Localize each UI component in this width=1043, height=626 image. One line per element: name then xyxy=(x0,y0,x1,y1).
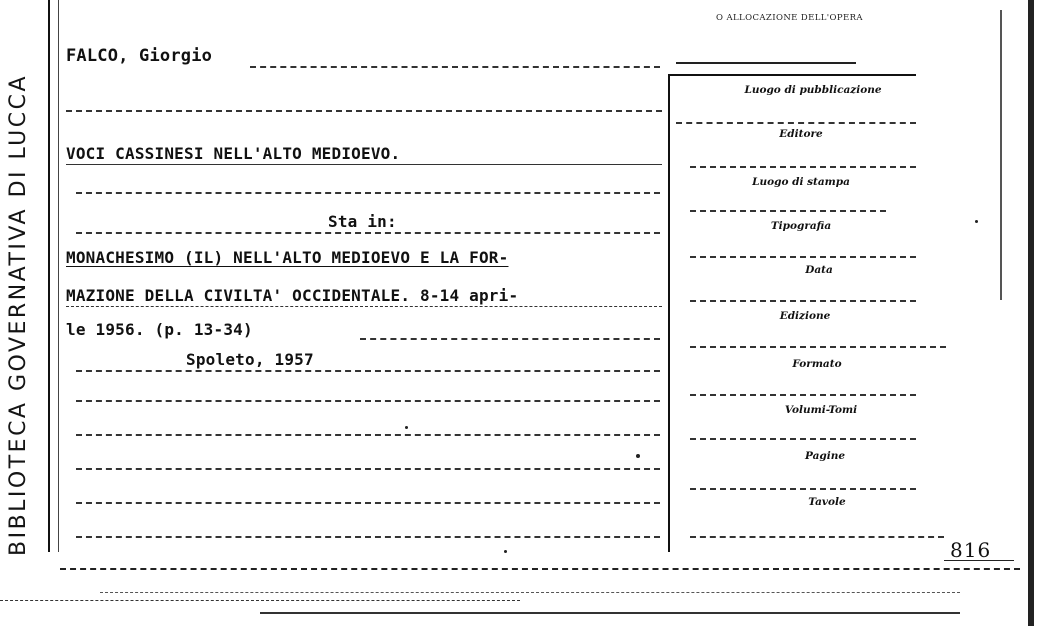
left-margin-line-inner xyxy=(58,0,59,552)
speck xyxy=(504,550,507,553)
field-rule-4 xyxy=(690,256,916,258)
sta-in-label: Sta in: xyxy=(328,212,397,231)
handwritten-shelf-number: 816 xyxy=(950,538,992,562)
right-scan-edge xyxy=(1028,0,1034,626)
allocation-box-left xyxy=(668,74,670,552)
blank-rule-4 xyxy=(76,434,660,436)
host-title-line-3: le 1956. (p. 13-34) xyxy=(66,320,253,339)
author-name: FALCO, Giorgio xyxy=(66,46,213,66)
author-rule xyxy=(250,66,660,68)
library-side-label: BIBLIOTECA GOVERNATIVA DI LUCCA xyxy=(6,73,31,556)
scan-edge-2 xyxy=(260,612,960,614)
field-editore: Editore xyxy=(779,128,823,140)
blank-rule-7 xyxy=(76,536,660,538)
blank-rule-2 xyxy=(76,192,660,194)
scan-edge-3 xyxy=(100,592,960,593)
field-data: Data xyxy=(805,264,833,276)
field-rule-8 xyxy=(690,438,916,440)
field-edizione: Edizione xyxy=(779,310,831,322)
field-rule-5 xyxy=(690,300,916,302)
field-rule-1 xyxy=(676,122,916,124)
blank-rule-6 xyxy=(76,502,660,504)
field-volumi-tomi: Volumi-Tomi xyxy=(784,404,858,416)
title-rule xyxy=(66,164,662,165)
host-rule-3 xyxy=(360,338,660,340)
field-rule-7 xyxy=(690,394,916,396)
imprint-rule xyxy=(76,370,660,372)
top-right-rule xyxy=(676,62,856,64)
blank-rule-1 xyxy=(66,110,662,112)
field-rule-2 xyxy=(690,166,916,168)
scan-edge-1 xyxy=(0,600,520,601)
host-title-line-1: MONACHESIMO (IL) NELL'ALTO MEDIOEVO E LA FOR- xyxy=(66,248,509,267)
allocation-box-top xyxy=(668,74,916,76)
allocation-header: O ALLOCAZIONE DELL'OPERA xyxy=(716,13,863,23)
field-tavole: Tavole xyxy=(808,496,846,508)
field-tipografia: Tipografia xyxy=(770,220,832,232)
speck xyxy=(975,220,978,223)
host-title-line-2: MAZIONE DELLA CIVILTA' OCCIDENTALE. 8-14 apri- xyxy=(66,286,519,305)
speck xyxy=(405,426,408,429)
field-rule-3 xyxy=(690,210,886,212)
field-formato: Formato xyxy=(792,358,842,370)
host-rule-2 xyxy=(66,306,662,307)
field-rule-6 xyxy=(690,346,946,348)
card-bottom-edge xyxy=(60,568,1020,570)
handwritten-underline xyxy=(944,560,1014,561)
left-margin-line xyxy=(48,0,50,552)
field-pagine: Pagine xyxy=(804,450,846,462)
field-rule-9 xyxy=(690,488,916,490)
sta-in-rule xyxy=(76,232,660,234)
work-title: VOCI CASSINESI NELL'ALTO MEDIOEVO. xyxy=(66,144,401,163)
imprint: Spoleto, 1957 xyxy=(186,350,314,369)
field-luogo-stampa: Luogo di stampa xyxy=(752,176,850,188)
field-rule-10 xyxy=(690,536,944,538)
blank-rule-3 xyxy=(76,400,660,402)
blank-rule-5 xyxy=(76,468,660,470)
field-luogo-pubblicazione: Luogo di pubblicazione xyxy=(744,84,882,96)
speck xyxy=(636,454,640,458)
right-scan-edge-inner xyxy=(1000,10,1002,300)
